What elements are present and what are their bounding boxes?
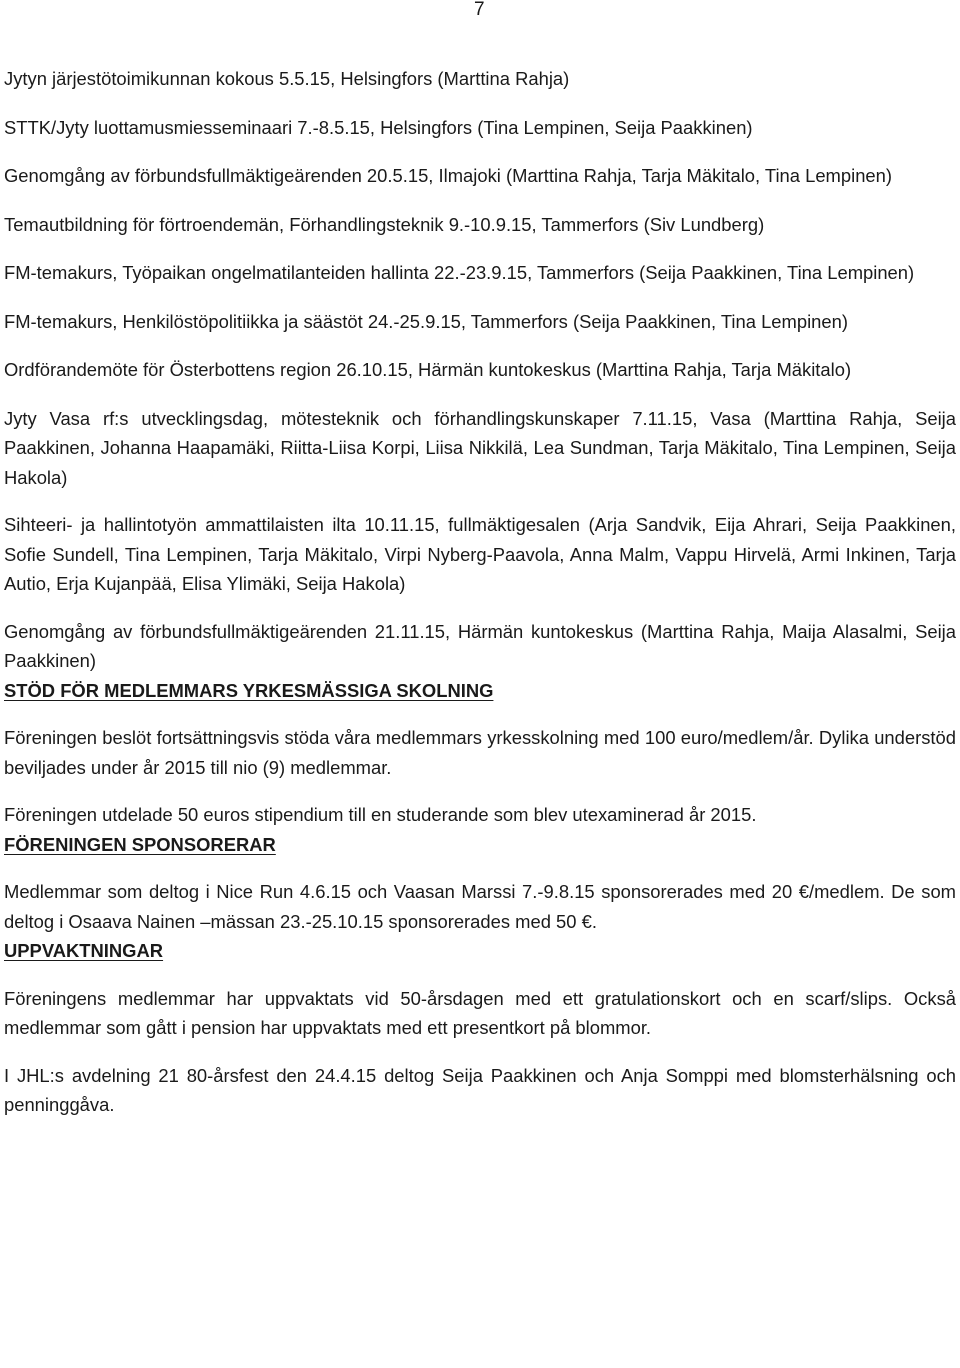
document-body [4,64,956,1120]
paragraph: Föreningens medlemmar har uppvaktats vid 50-årsdagen med ett gratulationskort och en scarf/slips. Också medlemmar som gått i pension har uppvaktats med ett presentkort på blommor. [4,987,956,1038]
event-item: Genomgång av förbundsfullmäktigeärenden 20.5.15, Ilmajoki (Marttina Rahja, Tarja Mäkitalo, Tina Lempinen) [4,165,893,186]
event-item: Jytyn järjestötoimikunnan kokous 5.5.15, Helsingfors (Marttina Rahja) [4,68,570,89]
event-item: Ordförandemöte för Österbottens region 26.10.15, Härmän kuntokeskus (Marttina Rahja, Tarja Mäkitalo) [4,359,852,380]
paragraph: Föreningen beslöt fortsättningsvis stöda våra medlemmars yrkesskolning med 100 euro/medlem/år. Dylika understöd beviljades under år 2015 till nio (9) medlemmar. [4,727,956,778]
paragraph: Medlemmar som deltog i Nice Run 4.6.15 och Vaasan Marssi 7.-9.8.15 sponsorerades med 20 €/medlem. De som deltog i Osaava Nainen –mässan 23.-25.10.15 sponsorerades med 50 €. [4,881,956,932]
section-heading-skolning: STÖD FÖR MEDLEMMARS YRKESMÄSSIGA SKOLNING [4,679,494,701]
event-item: FM-temakurs, Henkilöstöpolitiikka ja säästöt 24.-25.9.15, Tammerfors (Seija Paakkinen, Tina Lempinen) [4,310,848,332]
section-heading-uppvaktningar: UPPVAKTNINGAR [4,940,164,961]
event-item: Jyty Vasa rf:s utvecklingsdag, mötesteknik och förhandlingskunskaper 7.11.15, Vasa (Marttina Rahja, Seija Paakkinen, Johanna Haapamäki, Riitta-Liisa Korpi, Liisa Nikkilä, Lea Sundman, Tarja Mäkitalo, Tina Lempinen, Seija Hakola) [4,407,956,488]
page-number: 7 [474,0,485,20]
event-item: Sihteeri- ja hallintotyön ammattilaisten ilta 10.11.15, fullmäktigesalen (Arja Sandvik, Eija Ahrari, Seija Paakkinen, Sofie Sundell, Tina Lempinen, Tarja Mäkitalo, Virpi Nyberg-Paavola, Anna Malm, Vappu Hirvelä, Armi Inkinen, Tarja Autio, Erja Kujanpää, Elisa Ylimäki, Seija Hakola) [4,514,956,594]
event-item: STTK/Jyty luottamusmiesseminaari 7.-8.5.15, Helsingfors (Tina Lempinen, Seija Paakkinen) [4,116,753,138]
paragraph: Föreningen utdelade 50 euros stipendium till en studerande som blev utexaminerad år 2015. [4,804,757,825]
event-item: Temautbildning för förtroendemän, Förhandlingsteknik 9.-10.9.15, Tammerfors (Siv Lundberg) [4,213,765,235]
paragraph: I JHL:s avdelning 21 80-årsfest den 24.4.15 deltog Seija Paakkinen och Anja Somppi med blomsterhälsning och penninggåva. [4,1064,956,1115]
event-item: Genomgång av förbundsfullmäktigeärenden 21.11.15, Härmän kuntokeskus (Marttina Rahja, Maija Alasalmi, Seija Paakkinen) [4,620,956,671]
section-heading-sponsorerar: FÖRENINGEN SPONSORERAR [4,833,276,855]
event-item: FM-temakurs, Työpaikan ongelmatilanteiden hallinta 22.-23.9.15, Tammerfors (Seija Paakkinen, Tina Lempinen) [4,262,915,283]
